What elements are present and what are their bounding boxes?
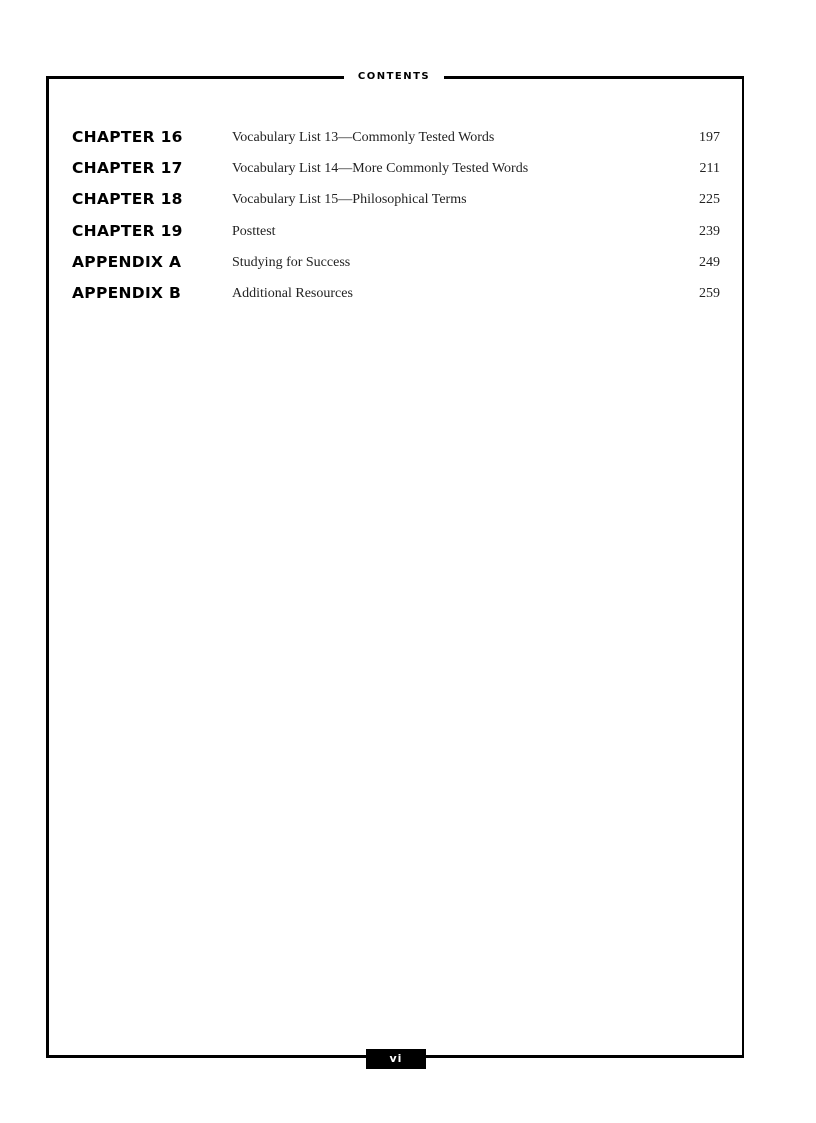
toc-entry-page: 259 — [699, 285, 720, 301]
toc-entry-label: APPENDIX B — [72, 283, 182, 302]
toc-entry-label: CHAPTER 19 — [72, 221, 183, 240]
toc-entry-page: 239 — [699, 223, 720, 239]
toc-entry-page: 225 — [699, 192, 720, 208]
toc-entry-label: CHAPTER 17 — [72, 159, 183, 178]
toc-entry — [72, 283, 722, 314]
toc-entry-title: Additional Resources — [232, 285, 353, 301]
toc-entry-page: 211 — [699, 161, 720, 177]
toc-entry-label: APPENDIX A — [72, 252, 182, 271]
toc-entry — [72, 127, 722, 158]
contents-heading: CONTENTS — [344, 70, 444, 84]
toc-entry-page: 249 — [699, 254, 720, 270]
toc-entry-page: 197 — [699, 130, 720, 145]
toc-entry-label: CHAPTER 16 — [72, 128, 183, 146]
toc-entry — [72, 158, 722, 189]
table-of-contents — [72, 127, 722, 314]
toc-entry-title: Vocabulary List 14—More Commonly Tested Words — [232, 161, 529, 177]
toc-entry — [72, 189, 722, 220]
toc-entry-label: CHAPTER 18 — [72, 190, 183, 209]
toc-entry-title: Vocabulary List 15—Philosophical Terms — [232, 192, 467, 208]
toc-entry — [72, 252, 722, 283]
toc-entry-title: Studying for Success — [232, 254, 351, 270]
toc-entry — [72, 221, 722, 252]
page-number: vi — [366, 1049, 426, 1069]
toc-entry-title: Posttest — [232, 223, 276, 239]
toc-entry-title: Vocabulary List 13—Commonly Tested Words — [232, 130, 495, 145]
